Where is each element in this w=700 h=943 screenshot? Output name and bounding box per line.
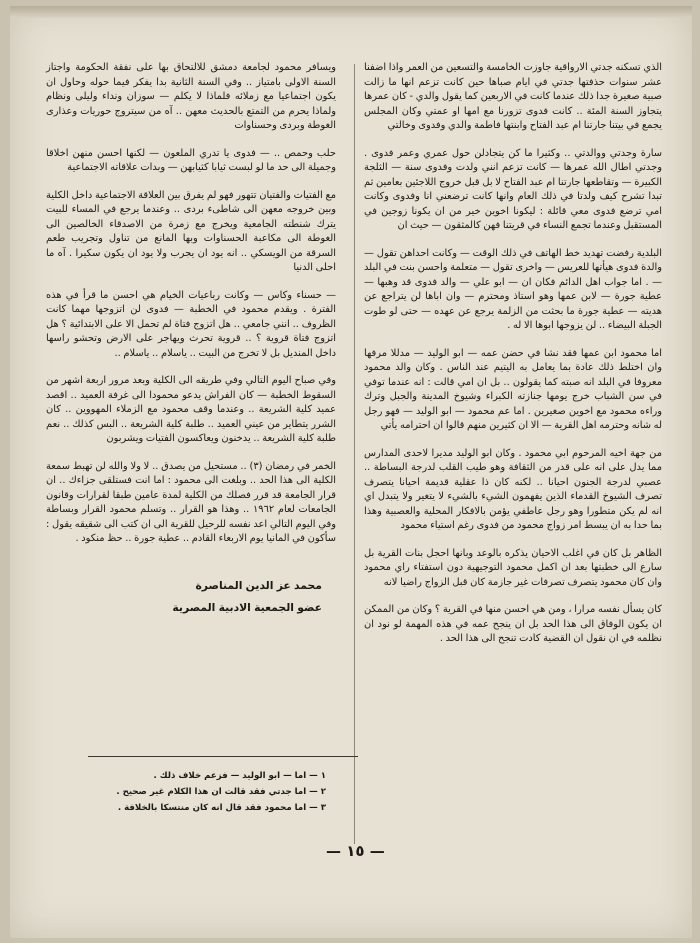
paragraph: مع الفتيات والفتيان تتهور فهو لم يفرق بين العلاقة الاجتماعية داخل الكلية وبين خروجه معهن الى شاطىء بردى .. وعندما يرجع في المساء للبيت يترك شنطته الجامعية ويخرج مع زمرة من الاصدقاء الخالصين الى الغوطة الى مكاعبة الحسناوات وبها المانع من تناول وتجريب طعم السرقة من الويسكي .. انه يود ان يجرب ولا يود ان يكون سكيرا . آه ما احلى الدنيا — [46, 189, 336, 273]
footnotes — [70, 768, 350, 816]
paragraph: الذي تسكنه جدتي الارواقية جاوزت الخامسة والتسعين من العمر واذا اضفنا عشر سنوات حذفتها جدتي في ايام صباها حين كانت تزعم انها ما زالت صبية صغيرة جدا ذلك عندما كانت في الاربعين كما يقول والدي - كان عمرها يتجاوز السنة المئة .. كانت فدوى تزورنا مع امها او عمتي وكان المجلس يجمع في بيتنا جارتنا ام عبد الفتاح وابنتها فاطمة والدي وفدوى وخالتي — [364, 62, 662, 131]
paragraph: حلب وحمص .. — فدوى يا تدري الملعون — لكنها احسن منهن اخلاقا وجميلة الى حد ما لو لبست ثيابا كثيابهن — وبدات علاقاته الاجتماعية — [46, 147, 336, 173]
magazine-page — [10, 6, 692, 938]
paragraph: سارة وجدتي ووالدتي .. وكثيرا ما كن يتجادلن حول عمري وعمر فدوى . وجدتي اطال الله عمرها — كانت تزعم انني ولدت وفدوى سنة — الثلجة الكبيرة — وتقاطعها جارتنا ام عبد الفتاح لا بل قبل خروج اللاجئين بعامين ثم تبدا تشرح كيف ولدتا في ذلك العام وانها كانت ترضعني انا وفدوى وكانت امي ترضع فدوى معي قائلة : ليكونا اخوين خير من ان يكونا زوجين في المستقبل وعندما تجمع النساء في قريتنا فهن كالمثقون — حيث ان — [364, 147, 662, 231]
paragraph: الظاهر بل كان في اغلب الاحيان يذكره بالوعد وبانها احجل بنات القرية بل سارع الى خطبتها بعد ان اكمل محمود التوجيهية دون استفتاء راي محمود وان كان محمود يتصرف تصرفات غير جازمة كان قبل الزواج راضيا لانه — [364, 547, 662, 588]
page-number: — ١٥ — — [326, 842, 385, 860]
footnote: ٢ — اما جدتي فقد قالت ان هذا الكلام غير صحيح . — [116, 787, 326, 797]
paragraph: البلدية رفضت تهديد خط الهاتف في ذلك الوقت — وكانت احداهن تقول — والدة فدوى هيأتها للعريس — واخرى تقول — متعلمة واحسن بنت في البلد — . اما جواب اهل الدائم فكان ان — ابو علي — والد فدوى قد وهبها — عطية جورة — لابن عمها وهو استاذ ومحترم — وان اباها لن يتراجع عن هديته — عطية جورة ما بحثت من الزلمة يرجع عن عهده — حتى لو طوت الجبلة البيضاء .. لن يزوجها ابوها الا له . — [364, 247, 662, 331]
article-column-left — [46, 61, 336, 619]
footnote: ٣ — اما محمود فقد قال انه كان منتسكا بالخلافة . — [117, 803, 326, 813]
paragraph: اما محمود ابن عمها فقد نشا في حضن عمه — ابو الوليد — مدللا مرفها وان اختلط ذلك عادة بما يعامل به اليتيم عند الناس . وكان والد محمود معروفا في البلد انه صبته كما يقولون .. بل ان امي قالت : انه عندما توفي في سن الشباب خرج يومها جنازته الكبراء وشيوخ المدينة والجبل وترك وراءه محمود مع اخوين صغيرين . اما عم محمود — ابو الوليد — فهو رجل له شانه وحترمه اهل القرية — الا ان كثيرين منهم قالوا ان احترامه يأتي — [364, 347, 662, 431]
paragraph: من جهة اخيه المرحوم ابي محمود . وكان ابو الوليد مديرا لاحدى المدارس مما يدل على انه على قدر من الثقافة وهو طيب القلب لدرجة البساطة .. عصبي لدرجة الجنون احيانا .. لكنه كان ذا عقلية قديمة احيانا يتصرف تصرف الشيوخ القدماء الذين يفهمون الشيء بالشيء لا يتغير ولا يتبدل اي انه لم يكن متطورا وهو رجل عاطفي يؤمن بالافكار المحلية والعصبية وهذا بما حدا به ان يبسط امر زواج محمود من فدوى رغم استياء محمود — [364, 447, 662, 531]
author-name: محمد عز الدين المناصرة — [195, 578, 322, 592]
page-top-edge — [10, 6, 692, 18]
paragraph: الخمر في رمضان (٣) .. مستحيل من يصدق .. لا ولا والله لن تهبط سمعة الكلية الى هذا الحد .. وبلغت الى محمود : اما انت فستلقى جزاءك .. ان قرار الجامعة قد قرر فصلك من الكلية لمدة عامين طبقا لقرارات وقانون الجامعات لعام ١٩٦٢ .. وهذا هو القرار .. وتسلم محمود القرار وبساطة وفي اليوم التالي اعد نفسه للرحيل للقرية الى ان كتب الى شقيقه يقول : سأكون في المانيا يوم الاربعاء القادم .. عطية جورة .. حظ منكود . — [46, 460, 337, 544]
column-divider — [354, 64, 355, 844]
paragraph: ويسافر محمود لجامعة دمشق للالتحاق بها على نفقة الحكومة واجتاز السنة الاولى بامتياز .. وفي السنة الثانية بدا يفكر فيما حوله وحاول ان يكون اجتماعيا مع زملائه فلماذا لا يكلم — سوزان ونداء وليلى ونظام ولماذا يحرم من التمتع بالحديث معهن .. آه من سيتروج حوريات وعذارى الغوطة وبردى وحسناوات — [46, 62, 336, 131]
author-signature — [46, 575, 336, 619]
paragraph: كان يسأل نفسه مرارا ، ومن هي احسن منها في القرية ؟ وكان من الممكن ان يكون الوفاق الى هذا الحد بل ان ينجح عمه في هذه المهمة لو نود ان نظلمه في ان نقول ان القضية كادت تنجح الى هذا الحد . — [364, 604, 662, 644]
footnotes-rule — [88, 756, 358, 757]
paragraph: — حسناء وكاس — وكانت رباعيات الخيام هي احسن ما قرأ في هذه الفترة . ويقدم محمود في الخطبة — فدوى لن اتزوجها مهما كانت الظروف .. انني جامعي .. هل اتزوج فتاة لم تحمل الا على الابتدائية ؟ هل اتزوج فتاة قروية ؟ .. قروية تحرث ويهاجر على الارض وتحشو راسها داخل المنديل بل لا تخرج من البيت .. ياسلام .. ياسلام .. — [46, 289, 336, 359]
article-column-right — [364, 61, 662, 660]
paragraph: وفي صباح اليوم التالي وفي طريقه الى الكلية وبعد مرور اربعة اشهر من السقوط الخطبة — كان الفراش يدعو محمودا الى غرفة العميد .. اقصد عميد كلية الشريعة .. وعندما وقف محمود مع الزملاء المهووين .. كان الشرر يتطاير من عيني العميد .. طلبة كلية الشريعة .. البس كذلك .. نعم طلبة كلية الشريعة .. يدخنون ويعاكسون الفتيات ويشربون — [46, 375, 336, 444]
footnote: ١ — اما — ابو الوليد — فزعم خلاف ذلك . — [153, 771, 326, 781]
author-title: عضو الجمعية الادبية المصرية — [172, 600, 322, 614]
